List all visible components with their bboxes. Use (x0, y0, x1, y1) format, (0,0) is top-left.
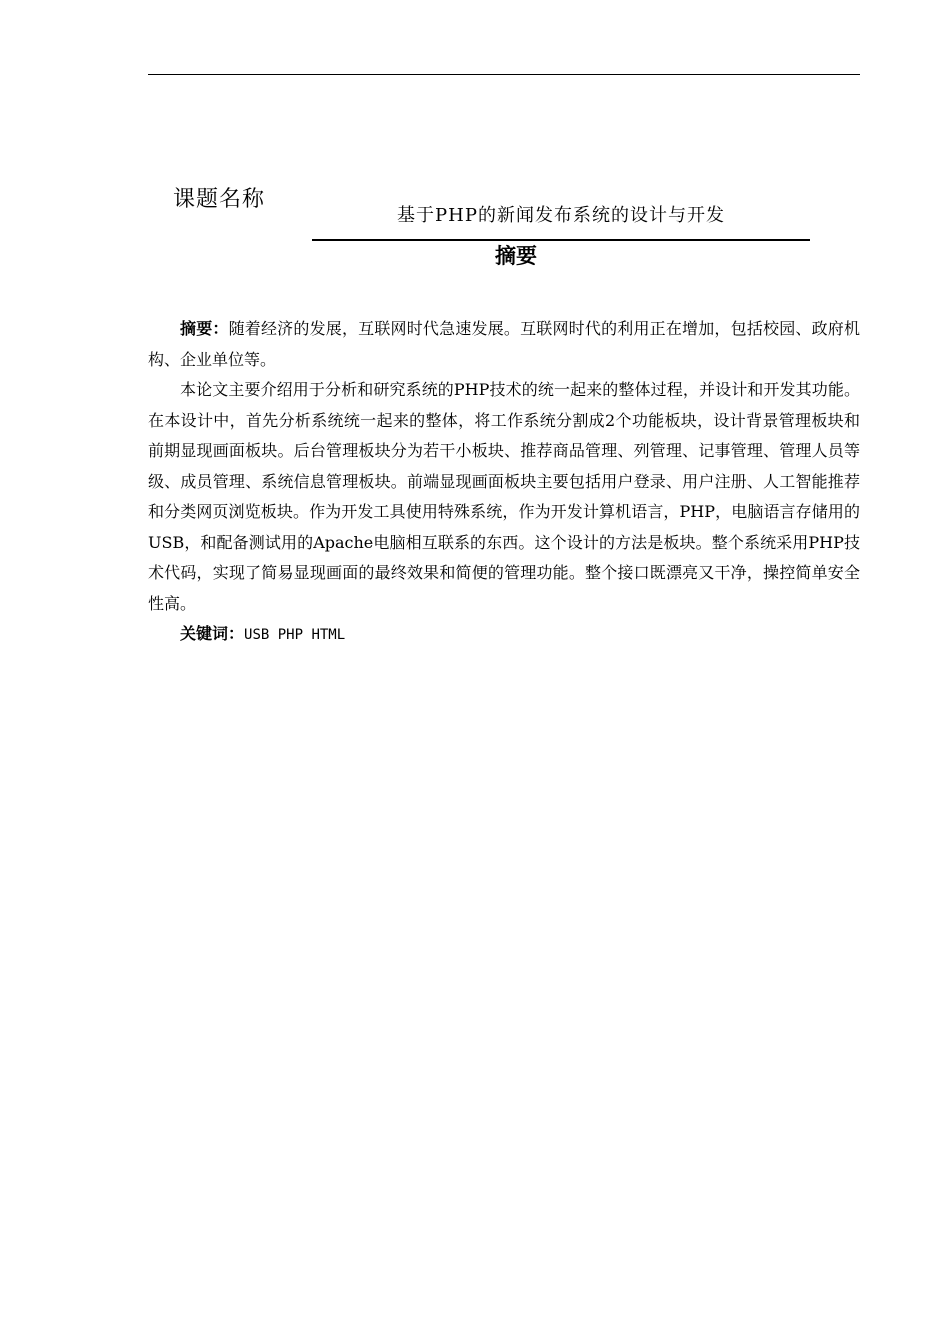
abstract-lead-label: 摘要： (180, 319, 229, 338)
abstract-paragraph-1 (148, 314, 860, 375)
keywords-value: USB PHP HTML (244, 627, 346, 643)
topic-title: 基于PHP的新闻发布系统的设计与开发 (397, 205, 725, 226)
header-rule (148, 74, 860, 75)
abstract-paragraph-1-text: 随着经济的发展，互联网时代急速发展。互联网时代的利用正在增加，包括校园、政府机构、企业单位等。 (148, 319, 860, 369)
abstract-body (148, 314, 860, 651)
abstract-heading: 摘要 (495, 244, 537, 268)
keywords-label: 关键词： (180, 624, 245, 643)
abstract-paragraph-2: 本论文主要介绍用于分析和研究系统的PHP技术的统一起来的整体过程，并设计和开发其功能。在本设计中，首先分析系统统一起来的整体，将工作系统分割成2个功能板块，设计背景管理板块和前期显现画面板块。后台管理板块分为若干小板块、推荐商品管理、列管理、记事管理、管理人员等级、成员管理、系统信息管理板块。前端显现画面板块主要包括用户登录、用户注册、人工智能推荐和分类网页浏览板块。作为开发工具使用特殊系统，作为开发计算机语言，PHP，电脑语言存储用的USB，和配备测试用的Apache电脑相互联系的东西。这个设计的方法是板块。整个系统采用PHP技术代码，实现了简易显现画面的最终效果和简便的管理功能。整个接口既漂亮又干净，操控简单安全性高。 (148, 380, 860, 613)
topic-label: 课题名称 (173, 187, 266, 212)
keywords-line (148, 619, 860, 651)
